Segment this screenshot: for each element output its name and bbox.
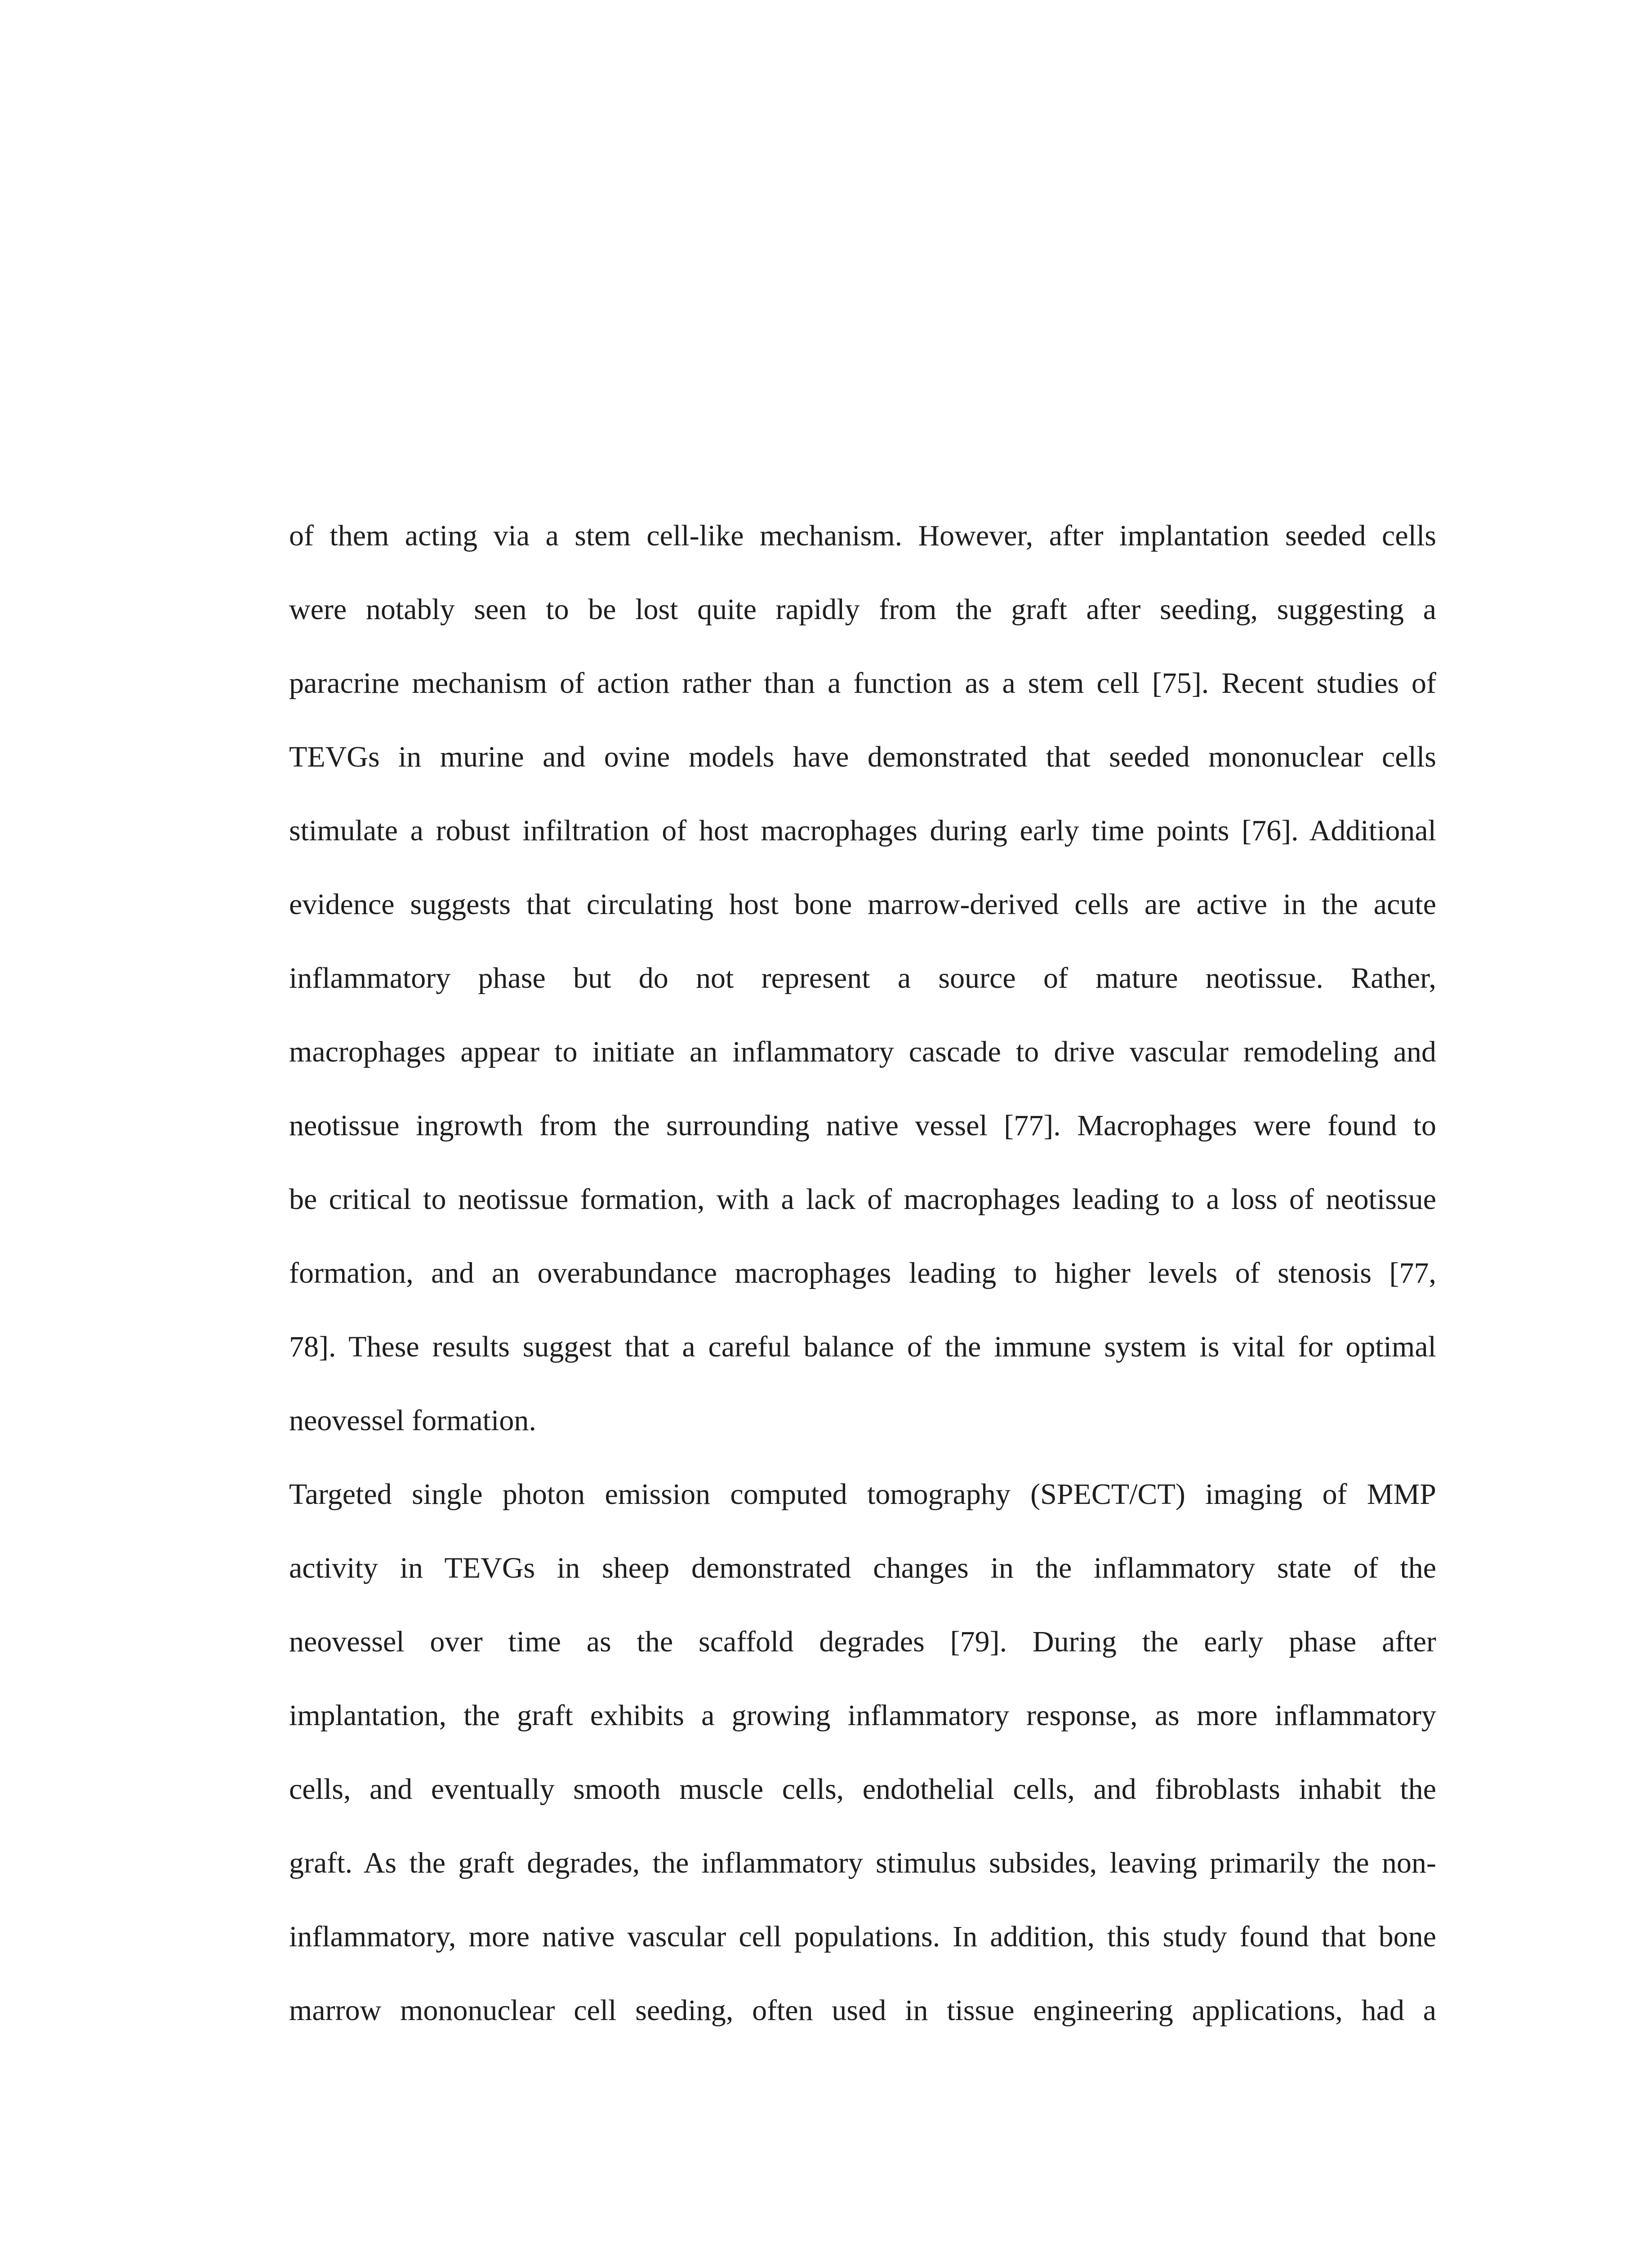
text-line: TEVGs in murine and ovine models have demonstrated that seeded mononuclear cells	[289, 740, 1436, 773]
text-line: evidence suggests that circulating host bone marrow-derived cells are active in the acute	[289, 888, 1436, 921]
text-line: inflammatory, more native vascular cell populations. In addition, this study found that bone	[289, 1920, 1436, 1953]
text-line: cells, and eventually smooth muscle cells, endothelial cells, and fibroblasts inhabit the	[289, 1773, 1436, 1806]
text-line: stimulate a robust infiltration of host macrophages during early time points [76]. Additional	[289, 814, 1436, 847]
text-line: Targeted single photon emission computed tomography (SPECT/CT) imaging of MMP	[289, 1478, 1436, 1511]
text-line: marrow mononuclear cell seeding, often used in tissue engineering applications, had a	[289, 1994, 1436, 2027]
text-line: be critical to neotissue formation, with a lack of macrophages leading to a loss of neotissue	[289, 1183, 1436, 1216]
paragraph-2	[289, 1458, 1436, 2047]
text-line: implantation, the graft exhibits a growing inflammatory response, as more inflammatory	[289, 1699, 1436, 1732]
text-line: were notably seen to be lost quite rapidly from the graft after seeding, suggesting a	[289, 593, 1436, 626]
text-line: inflammatory phase but do not represent a source of mature neotissue. Rather,	[289, 962, 1436, 995]
text-line: macrophages appear to initiate an inflammatory cascade to drive vascular remodeling and	[289, 1035, 1436, 1068]
text-line: formation, and an overabundance macrophages leading to higher levels of stenosis [77,	[289, 1257, 1436, 1289]
body-text	[289, 499, 1436, 2047]
text-line: neotissue ingrowth from the surrounding native vessel [77]. Macrophages were found to	[289, 1109, 1436, 1142]
text-line: graft. As the graft degrades, the inflammatory stimulus subsides, leaving primarily the non-	[289, 1847, 1436, 1879]
text-line: paracrine mechanism of action rather than a function as a stem cell [75]. Recent studies of	[289, 667, 1436, 700]
text-line: neovessel formation.	[289, 1404, 536, 1437]
text-line: of them acting via a stem cell-like mechanism. However, after implantation seeded cells	[289, 519, 1436, 552]
text-line: 78]. These results suggest that a careful balance of the immune system is vital for optimal	[289, 1330, 1436, 1363]
paragraph-1	[289, 499, 1436, 1458]
text-line: activity in TEVGs in sheep demonstrated changes in the inflammatory state of the	[289, 1552, 1436, 1584]
text-line: neovessel over time as the scaffold degrades [79]. During the early phase after	[289, 1625, 1436, 1658]
